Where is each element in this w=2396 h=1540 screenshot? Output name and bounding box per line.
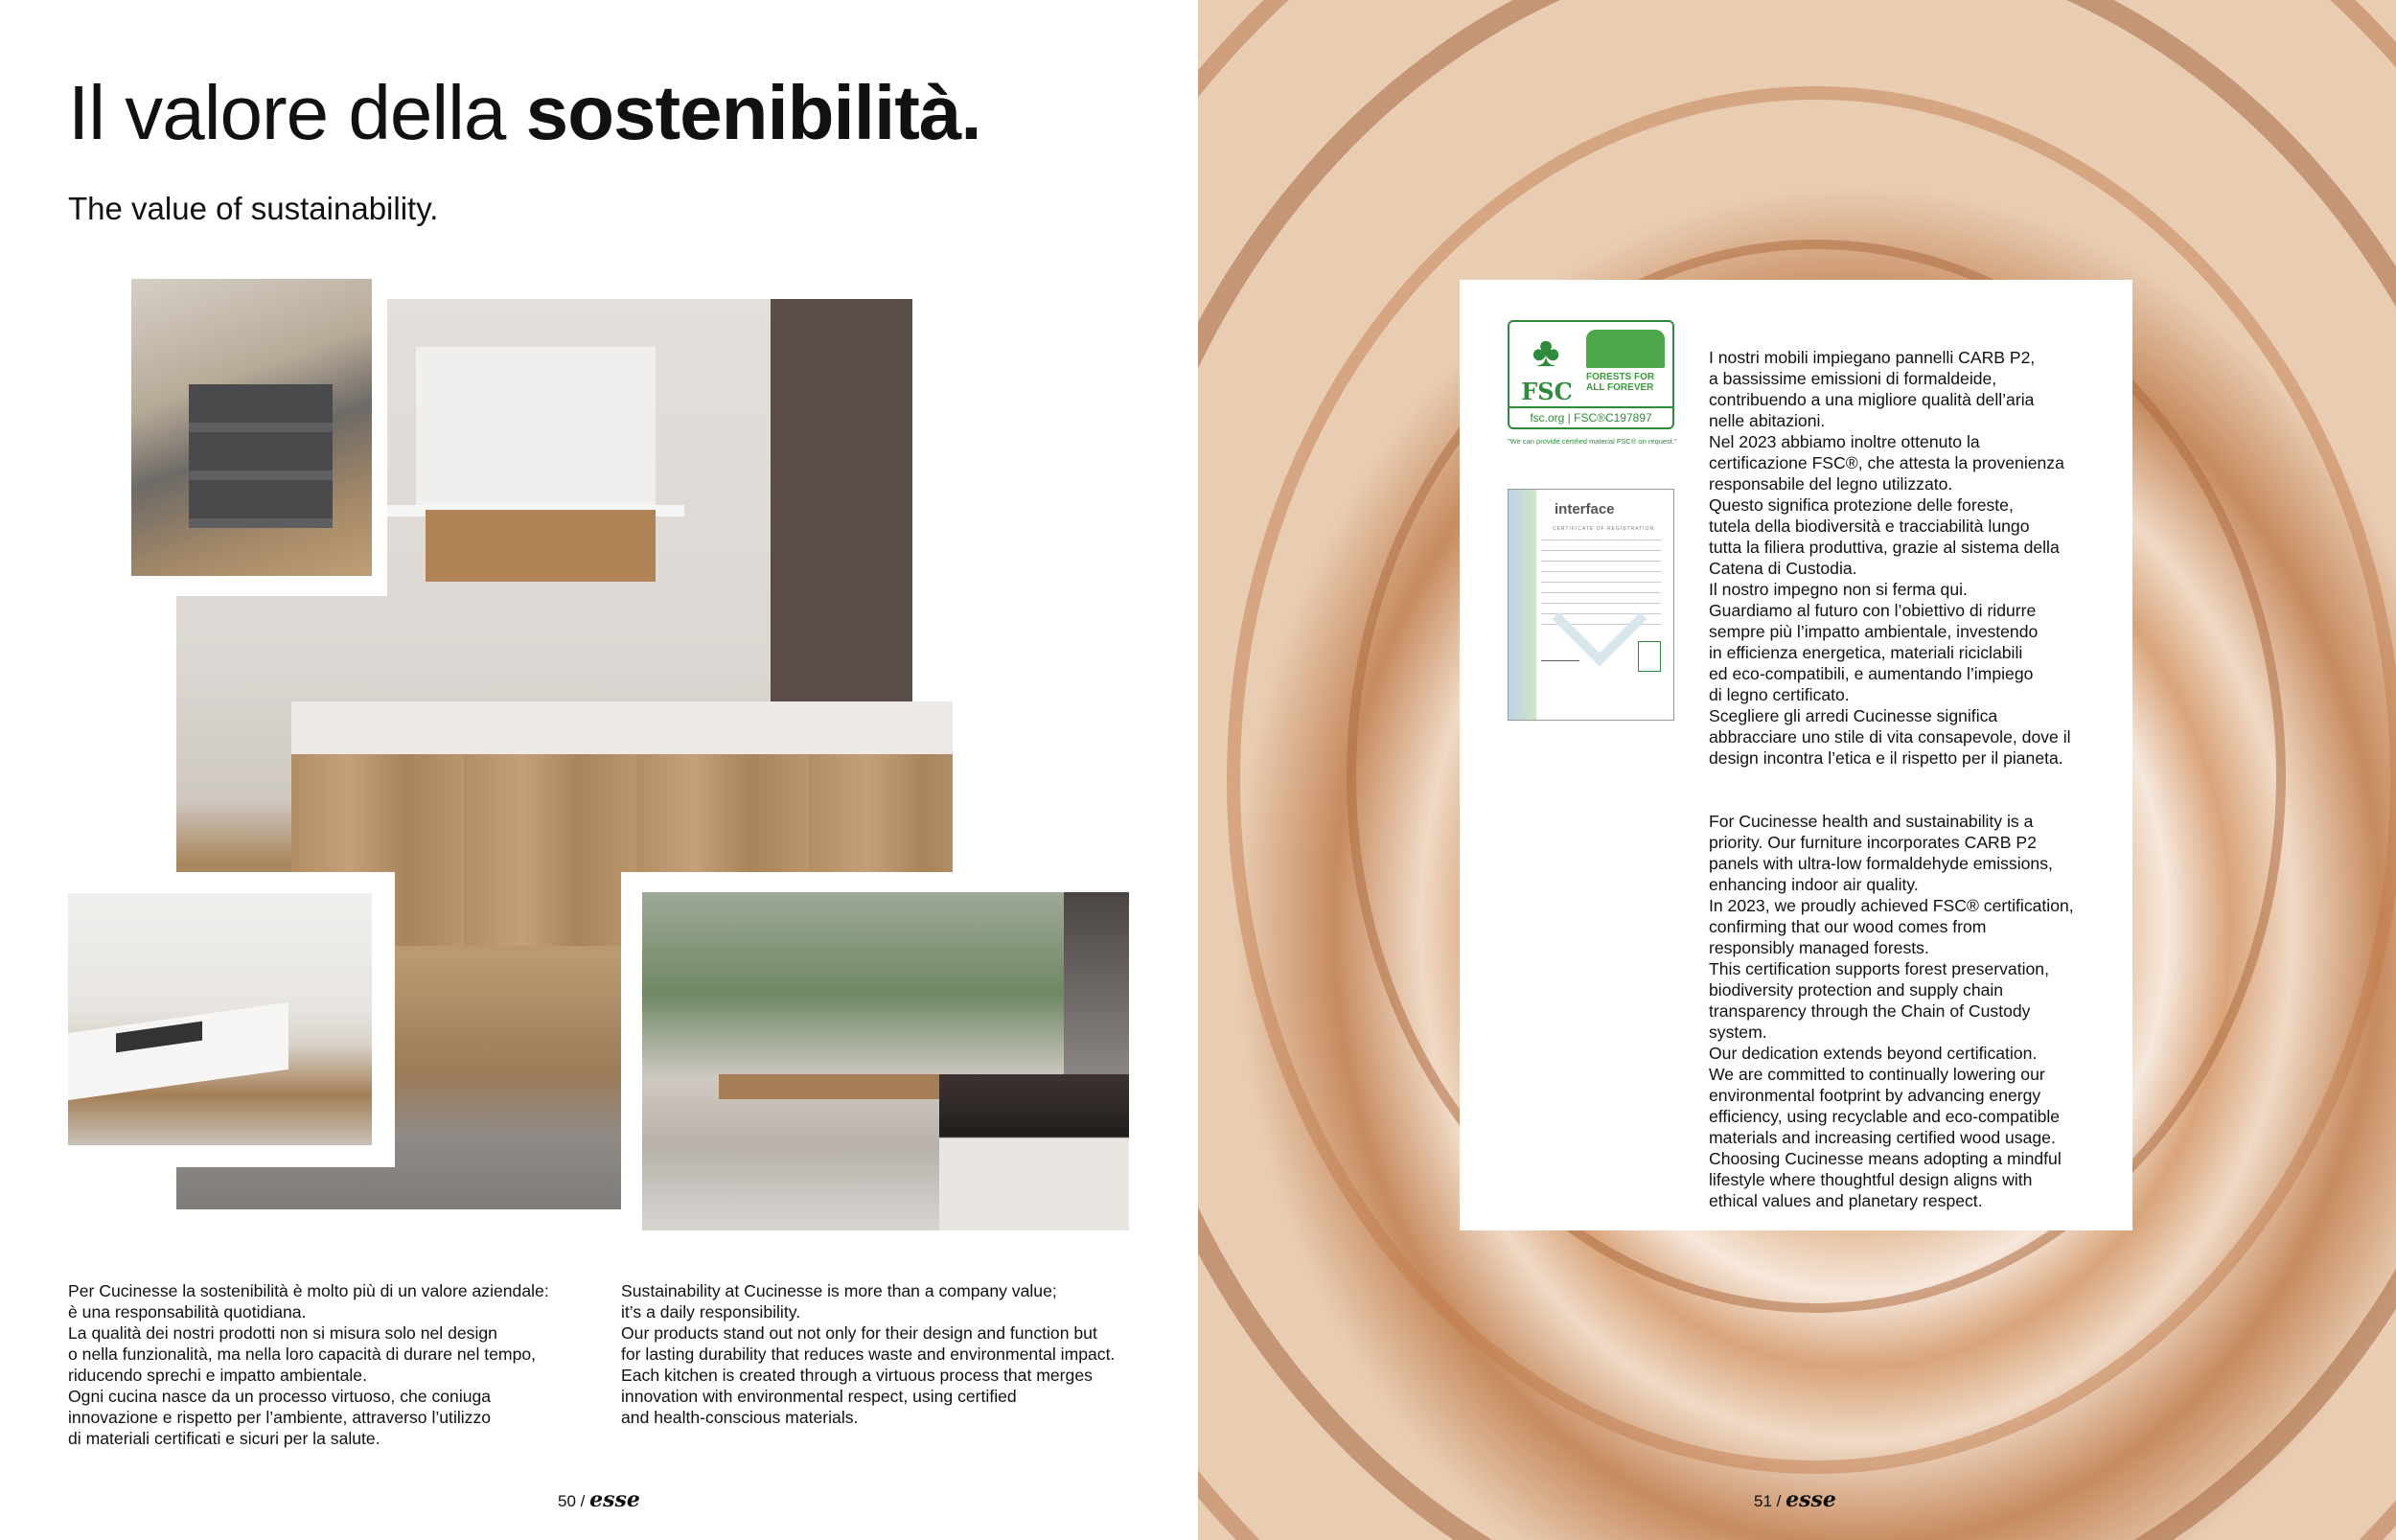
open-shelves [426, 510, 656, 582]
page-number-left [558, 1487, 640, 1512]
island-photo [68, 893, 372, 1145]
certification-card [1460, 280, 2132, 1230]
fsc-stamp-icon [1638, 641, 1661, 672]
brand-logo: esse [589, 1487, 640, 1512]
page-number: 51 / [1754, 1492, 1782, 1510]
island-countertop [68, 1002, 288, 1100]
signature-image [1541, 651, 1579, 661]
fsc-note: "We can provide certified material FSC® on request." [1508, 437, 1677, 446]
certification-text-english: For Cucinesse health and sustainability is a priority. Our furniture incorporates CARB P2 panels with ultra-low formaldehyde emissions, enhancing indoor air quality. In 2023, we proudly achieved FSC® certification, confirming that our wood comes from responsibly managed forests. This certification supports forest preservation, biodiversity protection and supply chain transparency through the Chain of Custody system. Our dedication extends beyond certification. We are committed to continually lowering our environmental footprint by advancing energy efficiency, using recyclable and eco-compatible materials and increasing certified wood usage. Choosing Cucinesse means adopting a mindful lifestyle where thoughtful design aligns with ethical values and planetary respect. [1709, 812, 2074, 1210]
animals-icon [1586, 330, 1665, 368]
fsc-logo-text: FSC [1521, 378, 1573, 405]
fsc-logo [1508, 320, 1674, 429]
wall-cabinets [416, 347, 656, 505]
certificate-brand: interface [1555, 501, 1615, 517]
certificate-thumbnail [1508, 489, 1674, 721]
drawer-organizer [189, 384, 333, 528]
certification-text-italian: I nostri mobili impiegano pannelli CARB P2, a bassissime emissioni di formaldeide, contribuendo a una migliore qualità dell’aria nelle abitazioni. Nel 2023 abbiamo inoltre ottenuto la certificazione FSC®, che attesta la provenienza responsabile del legno utilizzato. Questo significa protezione delle foreste, tutela della biodiversità e tracciabilità lungo tutta la filiera produttiva, grazie al sistema della Catena di Custodia. Il nostro impegno non si ferma qui. Guardiamo al futuro con l’obiettivo di ridurre sempre più l’impatto ambientale, investendo in efficienza energetica, materiali riciclabili ed eco-compatibili, e aumentando l’impiego di legno certificato. Scegliere gli arredi Cucinesse significa abbracciare uno stile di vita consapevole, dove il design incontra l’etica e il rispetto per il pianeta. [1709, 348, 2071, 768]
marble-wall [1064, 892, 1129, 1074]
tree-check-icon: ♣ [1532, 329, 1560, 376]
marble-counter [939, 1074, 1129, 1230]
page-subtitle: The value of sustainability. [68, 191, 439, 226]
drawer-photo [131, 279, 372, 576]
certificate-heading: CERTIFICATE OF REGISTRATION [1552, 526, 1655, 532]
fsc-code: fsc.org | FSC®C197897 [1509, 406, 1672, 427]
page-number-right [1754, 1487, 1836, 1512]
brand-logo: esse [1785, 1487, 1836, 1512]
intro-text-english: Sustainability at Cucinesse is more than a company value; it’s a daily responsibility. Our products stand out not only for their design and function but for lasting durability that reduces waste and environmental impact. Each kitchen is created through a virtuous process that merges innovation with environmental respect, using certified and health-conscious materials. [621, 1281, 1116, 1427]
certification-text [1709, 326, 2111, 1232]
page-number: 50 / [558, 1492, 586, 1510]
countertop [291, 701, 953, 754]
intro-text-italian: Per Cucinesse la sostenibilità è molto più di un valore aziendale: è una responsabilità quotidiana. La qualità dei nostri prodotti non si misura solo nel design o nella funzionalità, ma nella loro capacità di durare nel tempo, riducendo sprechi e impatto ambientale. Ogni cucina nasce da un processo virtuoso, che coniuga innovazione e rispetto per l’ambiente, attraverso l’utilizzo di materiali certificati e sicuri per la salute. [68, 1281, 549, 1448]
dining-photo [642, 892, 1129, 1230]
fsc-tagline: FORESTS FOR ALL FOREVER [1586, 372, 1655, 393]
page-title: Il valore della sostenibilità. [68, 70, 981, 155]
